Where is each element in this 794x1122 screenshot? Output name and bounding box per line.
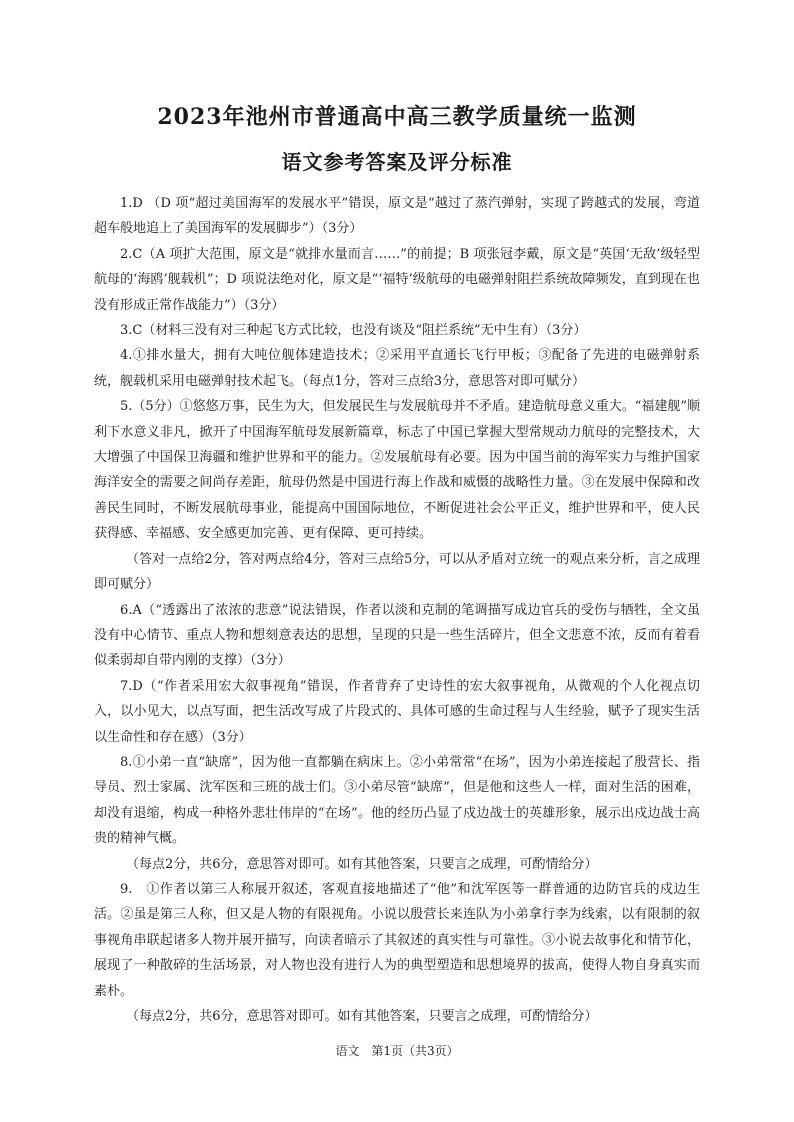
page-footer: 语文 第1页（共3页）: [335, 1044, 459, 1058]
answer-item-5: 5.（5分）①悠悠万事，民生为大，但发展民生与发展航母并不矛盾。建造航母意义重大。“福建舰”顺利下水意义非凡，掀开了中国海军航母发展新篇章，标志了中国已掌握大型常规动力航母的完整技术，大大增强了中国保卫海疆和维护世界和平的能力。②发展航母有必要。因为中国当前的海军实力与维护国家海洋安全的需要之间尚存差距，航母仍然是中国进行海上作战和威慑的战略性力量。③在发展中保障和改善民生同时，不断发展航母事业，能提高中国国际地位，不断促进社会公平正义，维护世界和平，使人民获得感、幸福感、安全感更加完善、更有保障、更可持续。: [94, 399, 700, 542]
answer-item-4: 4.①排水量大，拥有大吨位舰体建造技术；②采用平直通长飞行甲板；③配备了先进的电磁弹射系统，舰载机采用电磁弹射技术起飞。（每点1分，答对三点给3分，意思答对即可赋分）: [94, 348, 700, 389]
answer-item-2: 2.C（A 项扩大范围，原文是“就排水量而言……”的前提；B 项张冠李戴，原文是“英国‘无敌’级轻型航母的‘海鸥’舰载机”；D 项说法绝对化，原文是“‘福特’级航母的电磁弹射阻拦系统故障频发，直到现在也没有形成正常作战能力”）（3分）: [94, 246, 700, 313]
answer-item-8: 8.①小弟一直“缺席”，因为他一直都躺在病床上。②小弟常常“在场”，因为小弟连接起了殷营长、指导员、烈士家属、沈军医和三班的战士们。③小弟尽管“缺席”，但是他和这些人一样，面对生活的困难，却没有退缩，构成一种格外悲壮伟岸的“在场”。他的经历凸显了戍边战士的英雄形象，展示出戍边战士高贵的精神气概。: [94, 754, 700, 847]
answer-item-3: 3.C（材料三没有对三种起飞方式比较，也没有谈及“阻拦系统”无中生有）（3分）: [120, 323, 587, 339]
answer-item-1: 1.D （D 项“超过美国海军的发展水平”错误，原文是“越过了蒸汽弹射，实现了跨越式的发展，弯道超车般地追上了美国海军的发展脚步”）（3分）: [94, 196, 700, 237]
answer-list: [94, 191, 700, 1029]
page-title: 2023年池州市普通高中高三教学质量统一监测: [157, 104, 637, 130]
scoring-note-9: （每点2分，共6分，意思答对即可。如有其他答案，只要言之成理，可酌情给分）: [126, 1009, 598, 1024]
scoring-note-5: （答对一点给2分，答对两点给4分，答对三点给5分，可以从矛盾对立统一的观点来分析，言之成理即可赋分）: [94, 551, 700, 593]
page-subtitle: 语文参考答案及评分标准: [281, 150, 513, 174]
scoring-note-8: （每点2分，共6分，意思答对即可。如有其他答案，只要言之成理，可酌情给分）: [126, 856, 598, 872]
answer-item-6: 6.A（“透露出了浓浓的悲意”说法错误，作者以淡和克制的笔调描写成边官兵的受伤与牺牲，全文虽没有中心情节、重点人物和想刻意表达的思想，呈现的只是一些生活碎片，但全文悲意不浓，反而有着看似柔弱却自带内刚的支撑）（3分）: [94, 602, 700, 669]
answer-item-9: 9. ①作者以第三人称展开叙述，客观直接地描述了“他”和沈军医等一群普通的边防官兵的戍边生活。②虽是第三人称，但又是人物的有限视角。小说以殷营长来连队为小弟拿行李为线索，以有限制的叙事视角串联起诸多人物并展开描写，向读者暗示了其叙述的真实性与可靠性。③小说去故事化和情节化，展现了一种散碎的生活场景，对人物也没有进行人为的典型塑造和思想境界的拔高，使得人物自身真实而素朴。: [94, 881, 700, 999]
answer-item-7: 7.D（“作者采用宏大叙事视角”错误，作者背弃了史诗性的宏大叙事视角，从微观的个人化视点切入，以小见大，以点写面，把生活改写成了片段式的、具体可感的生命过程与人生经验，赋予了现实生活以生命性和存在感）（3分）: [94, 678, 700, 745]
